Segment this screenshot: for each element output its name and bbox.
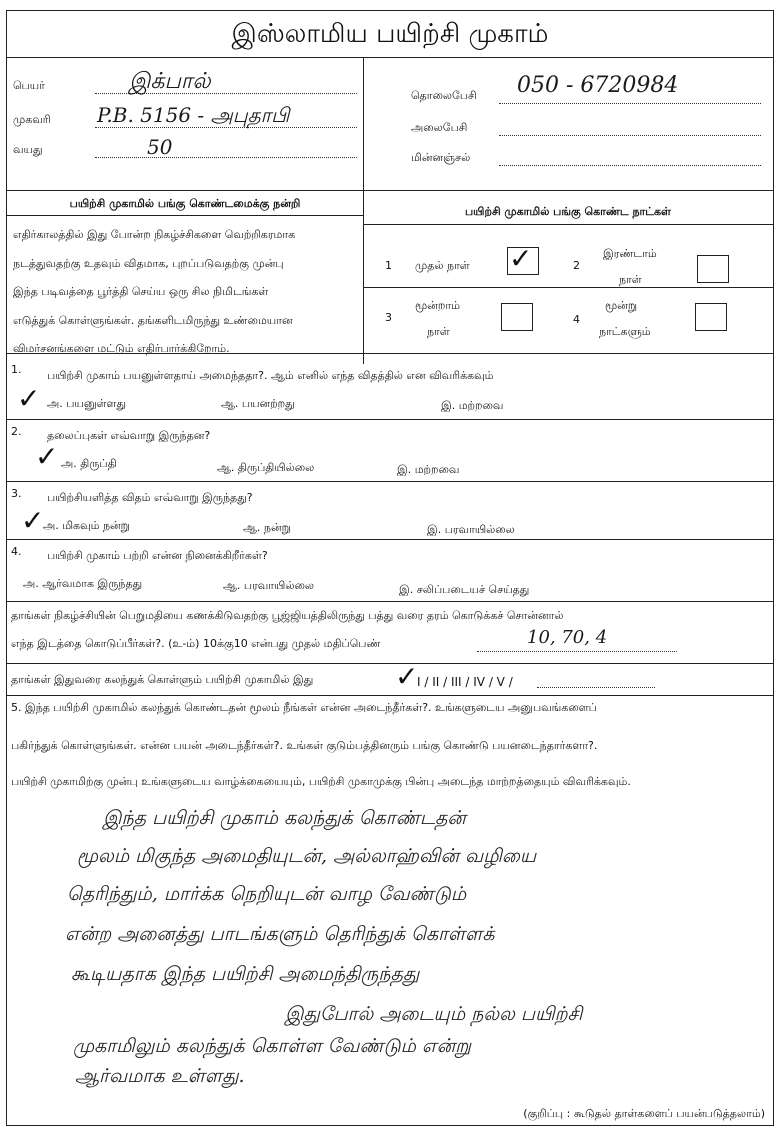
q3-text: பயிற்சியளித்த விதம் எவ்வாறு இருந்தது?	[47, 491, 253, 504]
q1-option-a[interactable]: அ. பயனுள்ளது	[47, 397, 126, 410]
day-4-number: 4	[573, 313, 580, 326]
feedback-form	[6, 10, 774, 1126]
q4-number: 4.	[11, 545, 22, 558]
days-header: பயிற்சி முகாமில் பங்கு கொண்ட நாட்கள்	[464, 205, 671, 218]
divider	[363, 57, 364, 200]
day-3-label: மூன்றாம்	[415, 299, 460, 312]
q5-line-3: பயிற்சி முகாமிற்கு முன்பு உங்களுடைய வாழ்க்கையையும், பயிற்சி முகாமுக்கு பின்பு அடைந்த மாற்றத்தையும் விவரிக்கவும்.	[11, 775, 631, 788]
intro-line: இந்த படிவத்தை பூர்த்தி செய்ய ஒரு சில நிமிடங்கள்	[13, 285, 269, 298]
answer-line: என்ற அனைத்து பாடங்களும் தெரிந்துக் கொள்ளக்	[65, 923, 495, 945]
divider	[7, 695, 773, 696]
q3-option-c[interactable]: இ. பரவாயில்லை	[427, 523, 515, 536]
answer-line: இந்த பயிற்சி முகாம் கலந்துக் கொண்டதன்	[103, 807, 466, 829]
rating-field[interactable]	[477, 651, 677, 652]
day-2-number: 2	[573, 259, 580, 272]
thanks-header: பயிற்சி முகாமில் பங்கு கொண்டமைக்கு நன்றி	[69, 197, 301, 210]
name-label: பெயர்	[13, 79, 45, 92]
day-3-label-2: நாள்	[427, 325, 450, 338]
q2-text: தலைப்புகள் எவ்வாறு இருந்தன?	[47, 429, 211, 442]
divider	[363, 287, 773, 288]
answer-line: ஆர்வமாக உள்ளது.	[75, 1065, 245, 1087]
attendance-line	[537, 687, 655, 688]
intro-line: எதிர்காலத்தில் இது போன்ற நிகழ்ச்சிகளை வெற்றிகரமாக	[13, 228, 296, 241]
rating-line-2: எந்த இடத்தை கொடுப்பீர்கள்?. (உ-ம்) 10க்கு10 என்பது முதல் மதிப்பெண்	[11, 637, 381, 650]
intro-line: நடத்துவதற்கு உதவும் விதமாக, புறப்படுவதற்கு முன்பு	[13, 256, 284, 270]
day-2-checkbox[interactable]	[697, 255, 729, 283]
divider	[7, 601, 773, 602]
divider	[7, 190, 773, 191]
name-value[interactable]: இக்பால்	[129, 69, 211, 94]
check-icon: ✓	[509, 242, 533, 275]
q1-number: 1.	[11, 363, 22, 376]
intro-line: விமர்சனங்களை மட்டும் எதிர்பார்க்கிறோம்.	[13, 342, 230, 355]
divider	[7, 481, 773, 482]
footer-note: (குறிப்பு : கூடுதல் தாள்களைப் பயன்படுத்தலாம்)	[523, 1107, 765, 1120]
divider	[7, 353, 773, 354]
intro-text	[13, 221, 361, 364]
q5-line-2: பகிர்ந்துக் கொள்ளுங்கள். என்ன பயன் அடைந்தீர்கள்?. உங்கள் குடும்பத்தினரும் பங்கு கொண்டு பயனடைந்தார்களா?.	[11, 739, 598, 752]
q2-number: 2.	[11, 425, 22, 438]
email-field[interactable]	[499, 165, 761, 166]
age-label: வயது	[13, 143, 43, 156]
q5-line-1: 5. இந்த பயிற்சி முகாமில் கலந்துக் கொண்டதன் மூலம் நீங்கள் என்ன அடைந்தீர்கள்?. உங்களுடைய அனுபவங்களைப்	[11, 701, 597, 714]
q3-number: 3.	[11, 487, 22, 500]
day-3-checkbox[interactable]	[501, 303, 533, 331]
check-icon: ✓	[395, 660, 419, 693]
day-1-label: முதல் நாள்	[415, 259, 470, 272]
day-4-checkbox[interactable]	[695, 303, 727, 331]
age-value[interactable]: 50	[147, 135, 173, 159]
attendance-options[interactable]: I / II / III / IV / V /	[417, 675, 513, 689]
rating-line-1: தாங்கள் நிகழ்ச்சியின் பெறுமதியை கணக்கிடுவதற்கு பூஜ்ஜியத்திலிருந்து பத்து வரை தரம் கொடுக்கச் சொன்னால்	[11, 609, 564, 622]
day-1-number: 1	[385, 259, 392, 272]
check-icon: ✓	[35, 440, 59, 473]
q3-option-a[interactable]: அ. மிகவும் நன்று	[43, 519, 130, 532]
intro-line: எடுத்துக் கொள்ளுங்கள். தங்களிடமிருந்து உண்மையான	[13, 313, 293, 327]
age-line	[95, 157, 357, 158]
divider	[363, 224, 773, 225]
answer-line: தெரிந்தும், மார்க்க நெறியுடன் வாழ வேண்டும்	[67, 883, 467, 905]
q4-option-b[interactable]: ஆ. பரவாயில்லை	[223, 579, 315, 592]
answer-line: மூலம் மிகுந்த அமைதியுடன், அல்லாஹ்வின் வழியை	[77, 845, 537, 867]
q3-option-b[interactable]: ஆ. நன்று	[243, 521, 291, 534]
q1-option-c[interactable]: இ. மற்றவை	[441, 399, 504, 412]
q4-option-c[interactable]: இ. சலிப்படையச் செய்தது	[399, 583, 530, 596]
answer-line: இதுபோல் அடையும் நல்ல பயிற்சி	[285, 1003, 583, 1025]
attendance-text: தாங்கள் இதுவரை கலந்துக் கொள்ளும் பயிற்சி முகாமில் இது	[11, 673, 314, 686]
day-4-label: மூன்று	[605, 299, 638, 312]
q1-option-b[interactable]: ஆ. பயனற்றது	[221, 397, 295, 410]
form-title: இஸ்லாமிய பயிற்சி முகாம்	[7, 11, 773, 58]
day-4-label-2: நாட்களும்	[599, 325, 651, 338]
answer-line: கூடியதாக இந்த பயிற்சி அமைந்திருந்தது	[71, 963, 420, 985]
phone-line	[499, 103, 761, 104]
q2-option-a[interactable]: அ. திருப்தி	[61, 457, 117, 470]
phone-label: தொலைபேசி	[411, 89, 477, 102]
email-label: மின்னஞ்சல்	[411, 151, 471, 164]
day-2-label: இரண்டாம்	[603, 247, 657, 260]
mobile-label: அலைபேசி	[411, 121, 468, 134]
q1-text: பயிற்சி முகாம் பயனுள்ளதாய் அமைந்ததா?. ஆம் எனில் எந்த விதத்தில் என விவரிக்கவும்	[47, 369, 494, 382]
check-icon: ✓	[17, 382, 41, 415]
q4-option-a[interactable]: அ. ஆர்வமாக இருந்தது	[23, 577, 143, 590]
q2-option-c[interactable]: இ. மற்றவை	[397, 463, 460, 476]
divider	[7, 539, 773, 540]
rating-value[interactable]: 10, 70, 4	[527, 627, 608, 648]
q4-text: பயிற்சி முகாம் பற்றி என்ன நினைக்கிறீர்கள்?	[47, 549, 268, 562]
check-icon: ✓	[21, 504, 45, 537]
divider	[7, 419, 773, 420]
mobile-field[interactable]	[499, 135, 761, 136]
day-3-number: 3	[385, 311, 392, 324]
address-value[interactable]: P.B. 5156 - அபுதாபி	[97, 103, 290, 127]
day-2-label-2: நாள்	[619, 273, 642, 286]
q2-option-b[interactable]: ஆ. திருப்தியில்லை	[217, 461, 315, 474]
divider	[7, 215, 363, 216]
answer-line: முகாமிலும் கலந்துக் கொள்ள வேண்டும் என்று	[73, 1035, 472, 1057]
phone-value[interactable]: 050 - 6720984	[517, 73, 679, 98]
divider	[7, 663, 773, 664]
address-label: முகவரி	[13, 113, 51, 126]
